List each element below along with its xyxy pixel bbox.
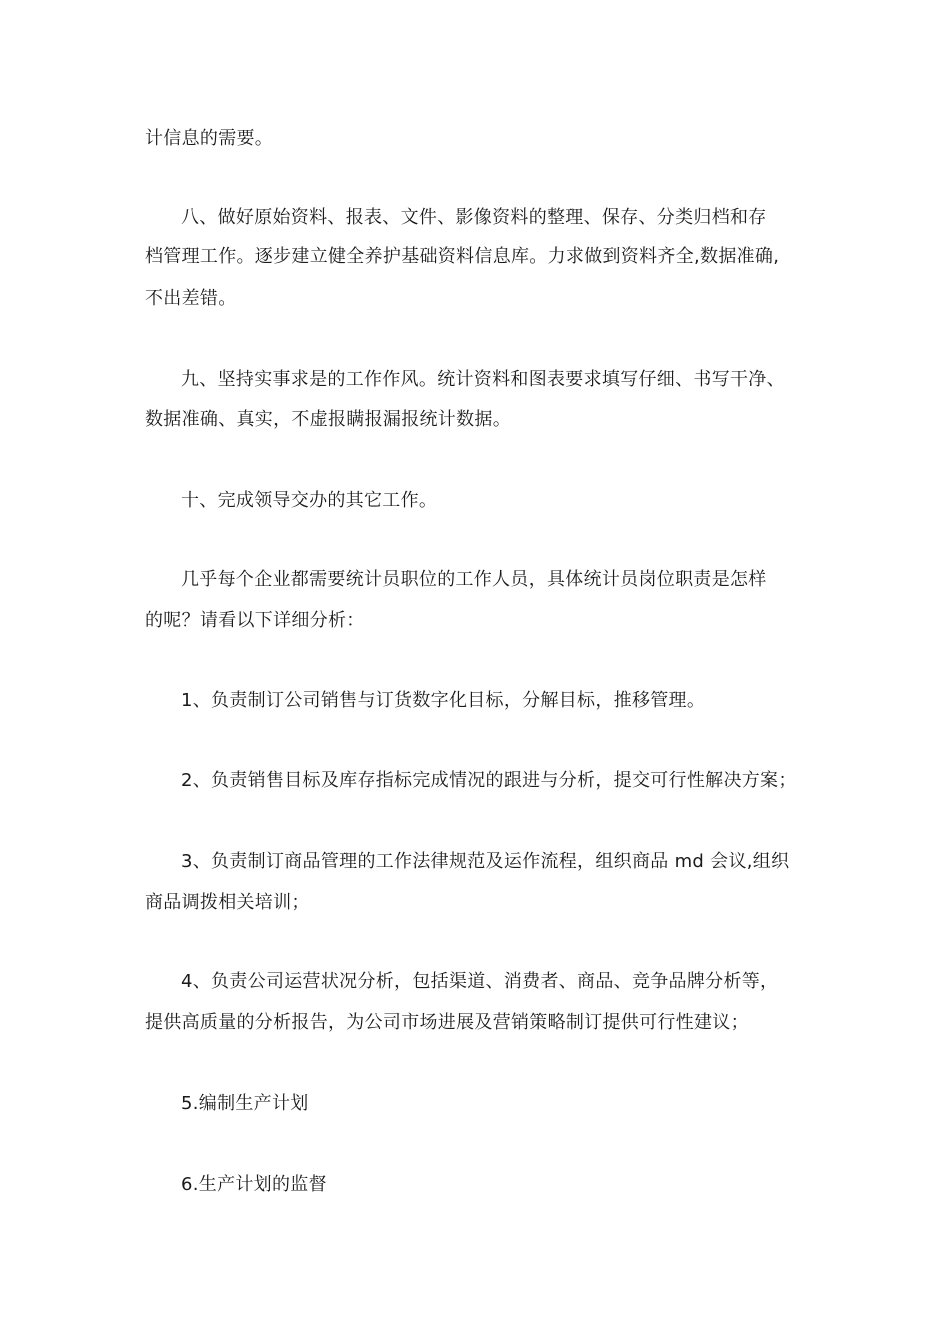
paragraph-line: 5.编制生产计划 xyxy=(181,1093,309,1114)
paragraph-line: 十、完成领导交办的其它工作。 xyxy=(181,490,438,511)
paragraph-line: 的呢？请看以下详细分析： xyxy=(145,610,365,631)
paragraph-line: 几乎每个企业都需要统计员职位的工作人员，具体统计员岗位职责是怎样 xyxy=(181,569,767,590)
paragraph-line: 数据准确、真实，不虚报瞒报漏报统计数据。 xyxy=(145,409,511,430)
paragraph-line: 6.生产计划的监督 xyxy=(181,1174,327,1195)
paragraph-line: 提供高质量的分析报告，为公司市场进展及营销策略制订提供可行性建议； xyxy=(145,1012,749,1033)
paragraph-line: 八、做好原始资料、报表、文件、影像资料的整理、保存、分类归档和存 xyxy=(181,207,767,228)
paragraph-line: 九、坚持实事求是的工作作风。统计资料和图表要求填写仔细、书写干净、 xyxy=(181,369,785,390)
paragraph-line: 2、负责销售目标及库存指标完成情况的跟进与分析，提交可行性解决方案； xyxy=(181,770,797,791)
paragraph-line: 3、负责制订商品管理的工作法律规范及运作流程，组织商品 md 会议,组织 xyxy=(181,851,790,872)
paragraph-line: 1、负责制订公司销售与订货数字化目标，分解目标，推移管理。 xyxy=(181,690,706,711)
paragraph-line: 档管理工作。逐步建立健全养护基础资料信息库。力求做到资料齐全,数据准确, xyxy=(145,246,780,267)
paragraph-line: 计信息的需要。 xyxy=(145,128,274,149)
paragraph-line: 商品调拨相关培训； xyxy=(145,892,310,913)
paragraph-line: 4、负责公司运营状况分析，包括渠道、消费者、商品、竞争品牌分析等， xyxy=(181,971,779,992)
paragraph-line: 不出差错。 xyxy=(145,288,237,309)
